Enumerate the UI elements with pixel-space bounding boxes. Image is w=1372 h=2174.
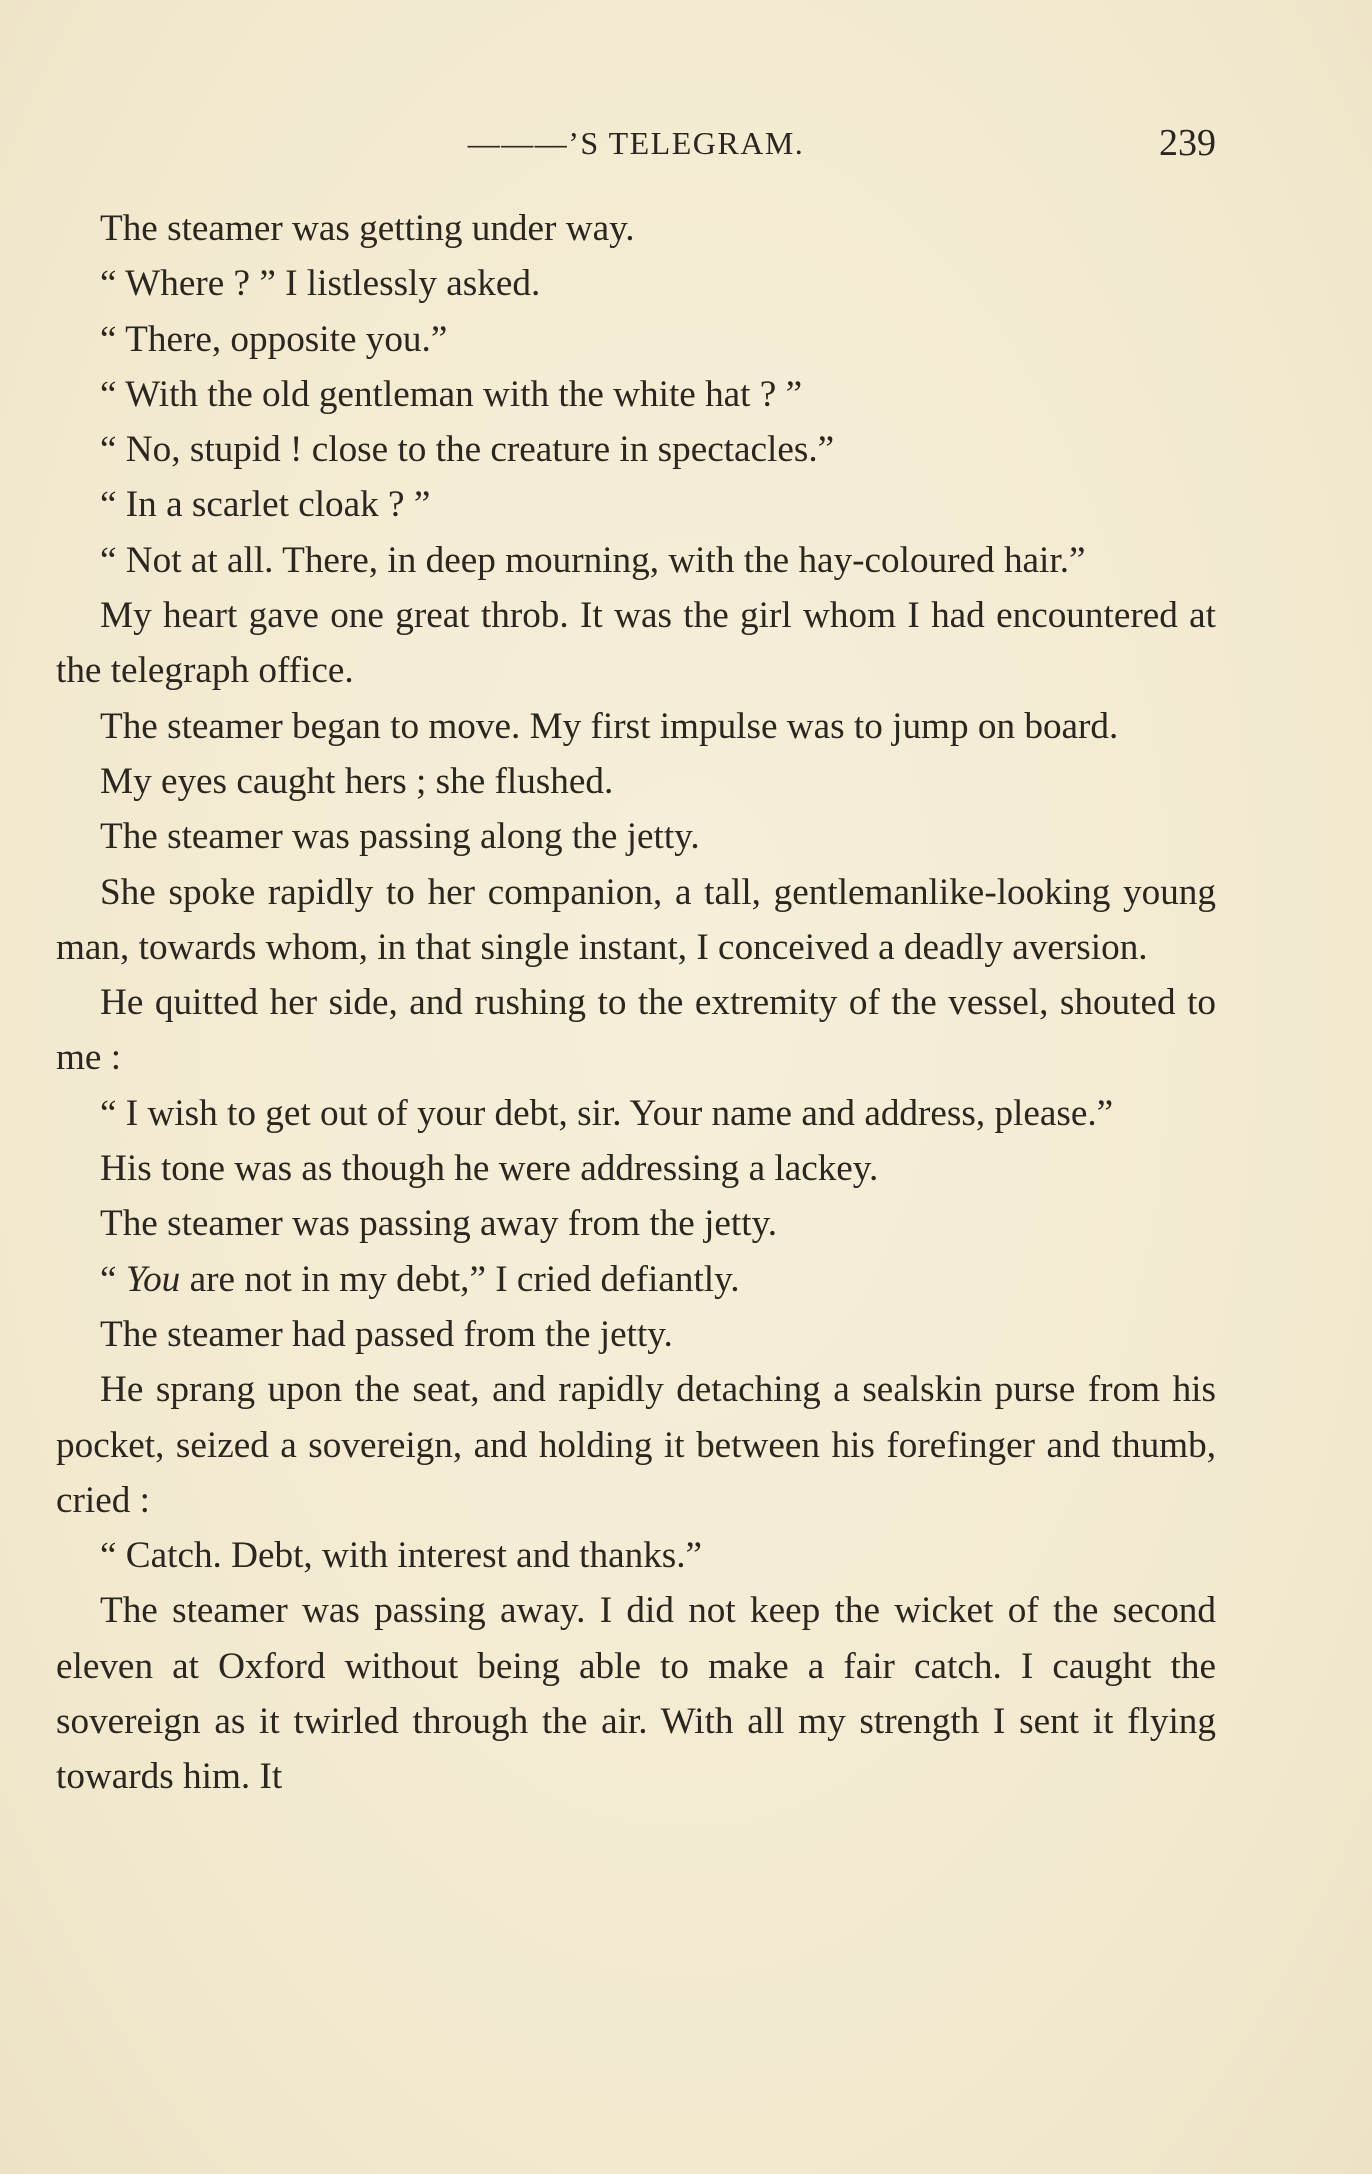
- running-title: ———’S TELEGRAM.: [467, 125, 805, 161]
- paragraph: “ In a scarlet cloak ? ”: [100, 484, 431, 526]
- paragraph: My heart gave one great throb. It was the girl whom I had encountered at the telegraph office.: [56, 595, 1216, 692]
- paragraph: The steamer was passing away. I did not keep the wicket of the second eleven at Oxford without being able to make a fair catch. I caught the sovereign as it twirled through the air. With all my strength I sent it flying towards him. It: [56, 1590, 1216, 1798]
- paragraph: “ Catch. Debt, with interest and thanks.”: [100, 1535, 703, 1577]
- paragraph: “ Not at all. There, in deep mourning, with the hay-coloured hair.”: [100, 539, 1086, 581]
- paragraph: The steamer was passing away from the jetty.: [100, 1203, 778, 1245]
- paragraph: “ With the old gentleman with the white hat ? ”: [100, 373, 803, 415]
- body-text: [56, 201, 1216, 1805]
- paragraph: The steamer was getting under way.: [100, 208, 635, 249]
- paragraph: My eyes caught hers ; she flushed.: [100, 760, 614, 802]
- paragraph: His tone was as though he were addressing a lackey.: [100, 1148, 879, 1190]
- page-number: 239: [1159, 122, 1216, 164]
- paragraph-remainder: are not in my debt,” I cried defiantly.: [180, 1258, 740, 1300]
- paragraph-with-italic: [56, 1252, 1216, 1307]
- running-header: [56, 118, 1216, 168]
- paragraph: “ Where ? ” I listlessly asked.: [100, 263, 541, 305]
- paragraph: The steamer had passed from the jetty.: [100, 1313, 673, 1355]
- paragraph: He quitted her side, and rushing to the extremity of the vessel, shouted to me :: [56, 982, 1216, 1079]
- italic-emphasis: You: [125, 1258, 181, 1300]
- paragraph: The steamer began to move. My first impulse was to jump on board.: [100, 705, 1119, 747]
- quote-open: “: [100, 1258, 126, 1300]
- paragraph: “ There, opposite you.”: [100, 318, 448, 360]
- paragraph: She spoke rapidly to her companion, a tall, gentlemanlike-looking young man, towards whom, in that single instant, I conceived a deadly aversion.: [56, 871, 1216, 968]
- paragraph: “ No, stupid ! close to the creature in spectacles.”: [100, 429, 835, 471]
- paragraph: The steamer was passing along the jetty.: [100, 816, 700, 858]
- paragraph: “ I wish to get out of your debt, sir. Your name and address, please.”: [100, 1092, 1114, 1134]
- paragraph: He sprang upon the seat, and rapidly detaching a sealskin purse from his pocket, seized a sovereign, and holding it between his forefinger and thumb, cried :: [56, 1369, 1216, 1521]
